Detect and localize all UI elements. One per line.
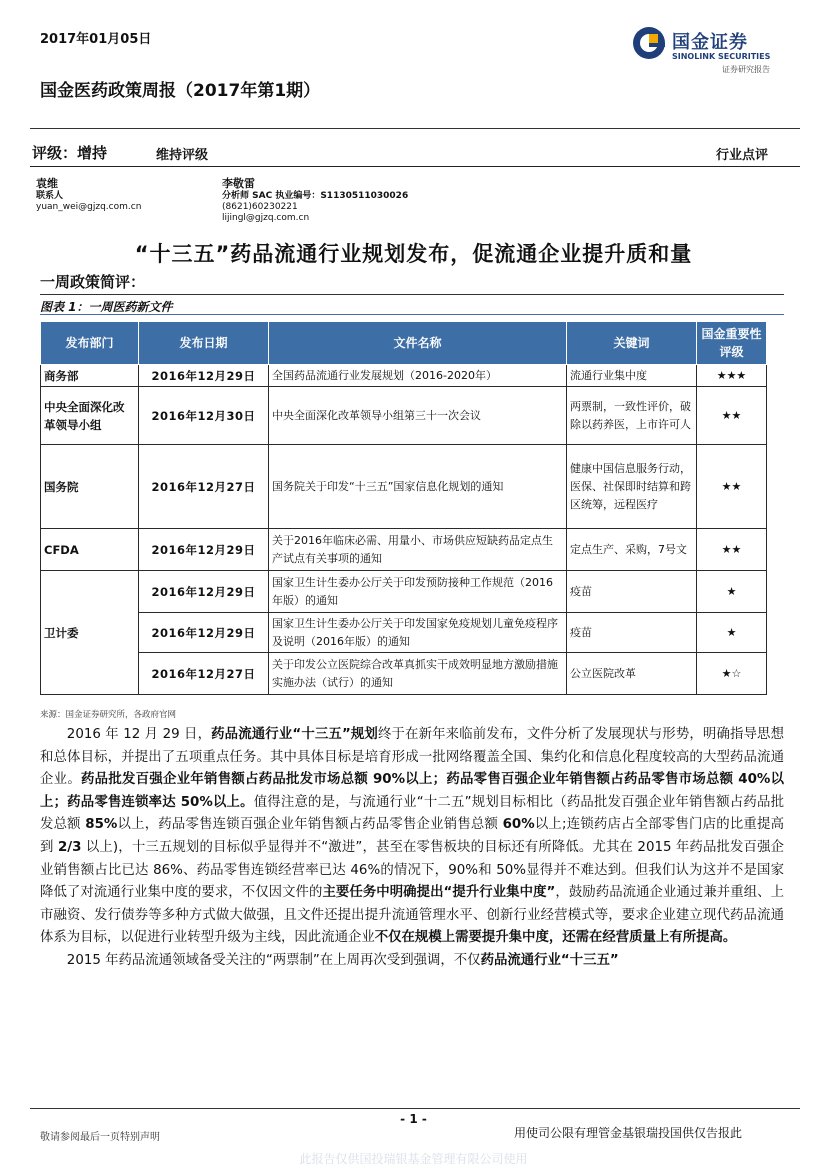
author-yuan <box>36 176 141 213</box>
cell-date: 2016年12月29日 <box>139 365 269 387</box>
cell-stars: ★★ <box>697 387 767 445</box>
rating: 评级：增持 <box>32 144 108 162</box>
col-header: 文件名称 <box>269 322 567 365</box>
table-row <box>41 529 767 571</box>
author-role: 联系人 <box>36 191 64 201</box>
bold-run: 药品流通行业“十三五” <box>480 952 619 968</box>
figure-divider <box>40 314 784 315</box>
bold-run: 主要任务中明确提出“提升行业集中度” <box>322 885 556 901</box>
author-name: 李敬雷 <box>222 177 255 190</box>
cell-doc: 全国药品流通行业发展规划（2016-2020年） <box>269 365 567 387</box>
cell-stars: ★★★ <box>697 365 767 387</box>
cell-doc: 关于印发公立医院综合改革真抓实干成效明显地方激励措施实施办法（试行）的通知 <box>269 653 567 695</box>
col-header: 国金重要性评级 <box>697 322 767 365</box>
cell-dept: 卫计委 <box>41 571 139 695</box>
usage-note: 用使司公限有理管金基银瑞投国供仅告报此 <box>514 1126 743 1140</box>
cell-date: 2016年12月27日 <box>139 445 269 529</box>
author-email: yuan_wei@gjzq.com.cn <box>36 202 142 212</box>
cell-keywords: 两票制，一致性评价，破除以药养医，上市许可人 <box>567 387 697 445</box>
cell-doc: 关于2016年临床必需、用量小、市场供应短缺药品定点生产试点有关事项的通知 <box>269 529 567 571</box>
cell-date: 2016年12月29日 <box>139 613 269 653</box>
body-text <box>40 724 784 973</box>
table-row <box>41 365 767 387</box>
figure-title: 图表 1：一周医药新文件 <box>40 300 173 314</box>
cell-stars: ★☆ <box>697 653 767 695</box>
cell-dept: 商务部 <box>41 365 139 387</box>
sinolink-logo-icon <box>632 26 666 60</box>
text-run: 2016 年 12 月 29 日， <box>66 727 212 742</box>
table-row <box>41 571 767 613</box>
table-header-row <box>41 322 767 365</box>
cell-dept: 国务院 <box>41 445 139 529</box>
cell-keywords: 流通行业集中度 <box>567 365 697 387</box>
table-source: 来源：国金证券研究所，各政府官网 <box>40 710 177 720</box>
cell-keywords: 定点生产、采购，7号文 <box>567 529 697 571</box>
bold-run: 药品流通行业“十三五”规划 <box>211 727 378 742</box>
table-row <box>41 445 767 529</box>
policy-table <box>40 321 767 695</box>
cell-dept: 中央全面深化改革领导小组 <box>41 387 139 445</box>
body-paragraph <box>40 950 784 973</box>
cell-keywords: 疫苗 <box>567 613 697 653</box>
page-number: - 1 - <box>400 1112 427 1126</box>
headline: “十三五”药品流通行业规划发布，促流通企业提升质和量 <box>134 242 693 266</box>
author-phone: (8621)60230221 <box>222 202 298 212</box>
col-header: 发布部门 <box>41 322 139 365</box>
cell-doc: 国务院关于印发“十三五”国家信息化规划的通知 <box>269 445 567 529</box>
logo-text-cn: 国金证券 <box>672 32 748 53</box>
cell-stars: ★★ <box>697 445 767 529</box>
report-title: 国金医药政策周报（2017年第1期） <box>40 81 321 101</box>
body-paragraph <box>40 724 784 950</box>
bold-run: 不仅在规模上需要提升集中度，还需在经营质量上有所提高。 <box>374 930 737 946</box>
text-run: 以上)，十三五规划的目标似乎显得并不“激进”，甚至在零售板块的目标还有所降低。尤其在 2015 年药品批发百强企业销售额占比已达 86%、药品零售连锁经营率已达 46%的情况下，90%和 50%显得并不难达到。但我们认为这并不是国家降低了对流通行业集中度的要求，不仅因文件的 <box>40 839 784 901</box>
text-run: 以上，药品零售连锁百强企业年销售额占药品零售企业销售总额 <box>117 817 503 833</box>
logo-text-en: SINOLINK SECURITIES <box>672 52 771 61</box>
text-run: 以上;连锁药店占全部零售门店的比重提高到 <box>40 817 784 855</box>
bold-run: 85% <box>85 817 118 833</box>
cell-date: 2016年12月30日 <box>139 387 269 445</box>
bold-run: 2/3 <box>57 839 82 855</box>
text-run: ，鼓励药品流通企业通过兼并重组、上市融资、发行债券等多种方式做大做强，且文件还提出提升流通管理水平、创新行业经营模式等，要求企业建立现代药品流通体系为目标，以促进行业转型升级为主线，因此流通企业 <box>40 885 785 946</box>
author-li <box>222 176 408 224</box>
text-run: 值得注意的是，与流通行业“十二五”规划目标相比（药品批发百强企业年销售额占药品批发总额 <box>40 794 784 833</box>
cell-keywords: 健康中国信息服务行动，医保、社保即时结算和跨区统筹，远程医疗 <box>567 445 697 529</box>
cell-doc: 国家卫生计生委办公厅关于印发预防接种工作规范（2016年版）的通知 <box>269 571 567 613</box>
header-divider <box>30 128 800 129</box>
section-divider <box>40 294 784 295</box>
col-header: 发布日期 <box>139 322 269 365</box>
table-row <box>41 387 767 445</box>
author-email: lijingl@gjzq.com.cn <box>222 213 310 223</box>
cell-date: 2016年12月29日 <box>139 529 269 571</box>
rating-divider <box>30 166 800 167</box>
cell-date: 2016年12月29日 <box>139 571 269 613</box>
report-date: 2017年01月05日 <box>40 32 152 47</box>
col-header: 关键词 <box>567 322 697 365</box>
footer-divider <box>30 1108 800 1109</box>
cell-doc: 中央全面深化改革领导小组第三十一次会议 <box>269 387 567 445</box>
disclaimer-note: 敬请参阅最后一页特别声明 <box>40 1132 160 1143</box>
cell-keywords: 公立医院改革 <box>567 653 697 695</box>
cell-date: 2016年12月27日 <box>139 653 269 695</box>
table-row <box>41 613 767 653</box>
watermark: 此报告仅供国投瑞银基金管理有限公司使用 <box>299 1152 528 1166</box>
rating-maintain: 维持评级 <box>156 148 209 163</box>
report-category: 证券研究报告 <box>722 65 770 74</box>
table-row <box>41 653 767 695</box>
bold-run: 药品批发百强企业年销售额占药品批发市场总额 90%以上；药品零售百强企业年销售额占药品零售市场总额 40%以上；药品零售连锁率达 50%以上。 <box>40 772 784 810</box>
cell-stars: ★ <box>697 613 767 653</box>
cell-keywords: 疫苗 <box>567 571 697 613</box>
cell-doc: 国家卫生计生委办公厅关于印发国家免疫规划儿童免疫程序及说明（2016年版）的通知 <box>269 613 567 653</box>
text-run: 终于在新年来临前发布，文件分析了发展现状与形势，明确指导思想和总体目标，并提出了五项重点任务。其中具体目标是培育形成一批网络覆盖全国、集约化和信息化程度较高的大型药品流通企业。 <box>40 727 784 788</box>
cell-stars: ★★ <box>697 529 767 571</box>
author-sac: 分析师 SAC 执业编号：S1130511030026 <box>222 191 409 201</box>
cell-stars: ★ <box>697 571 767 613</box>
section-title: 一周政策简评： <box>40 273 146 291</box>
bold-run: 60% <box>502 817 535 833</box>
author-name: 袁维 <box>36 177 58 190</box>
text-run: 2015 年药品流通领域备受关注的“两票制”在上周再次受到强调，不仅 <box>66 952 481 968</box>
cell-dept: CFDA <box>41 529 139 571</box>
report-type: 行业点评 <box>716 148 769 163</box>
